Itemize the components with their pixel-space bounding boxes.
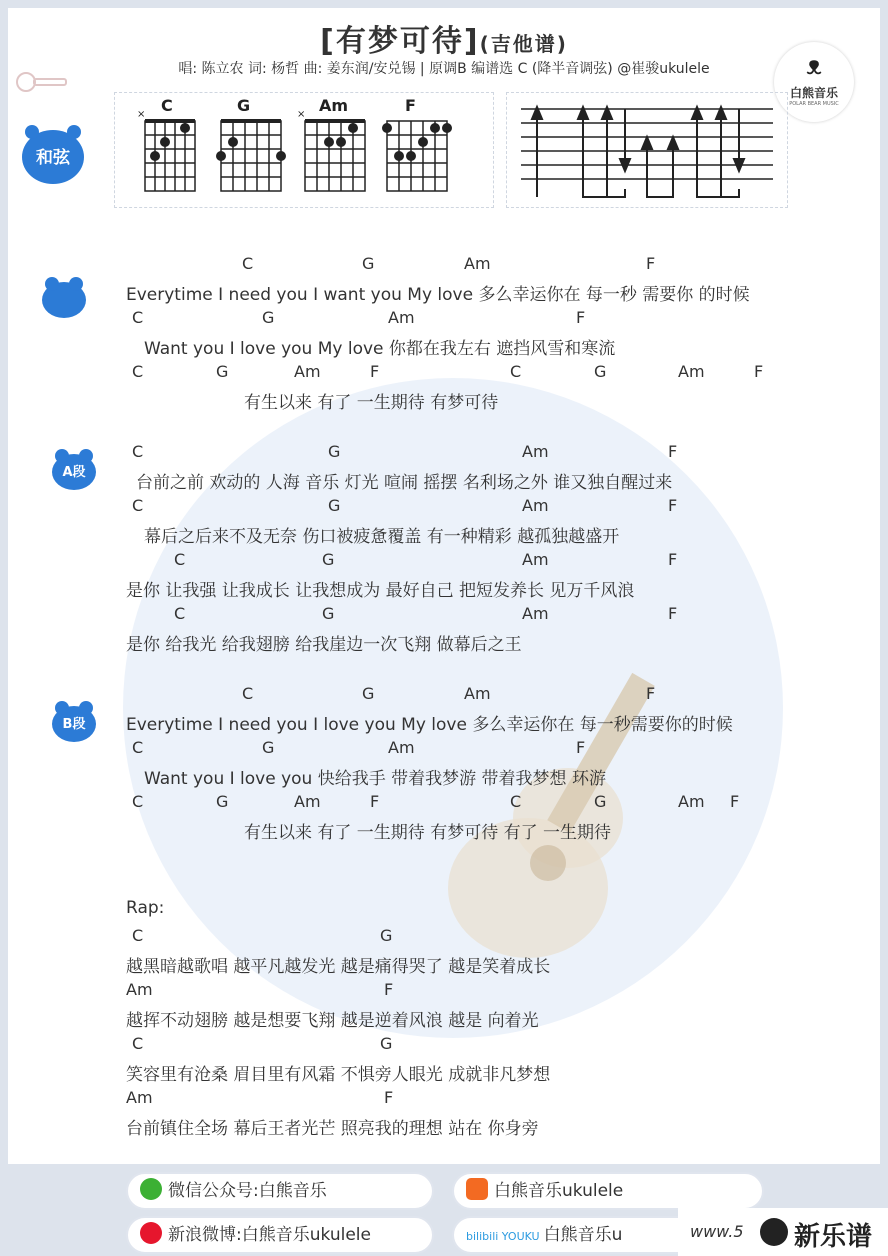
chord-label: F: [384, 980, 394, 999]
chord-label: C: [132, 496, 144, 515]
lyric-line: 台前之前 欢动的 人海 音乐 灯光 喧闹 摇摆 名利场之外 谁又独自醒过来: [136, 473, 673, 493]
chord-label: Am: [126, 1088, 153, 1107]
chord-label: C: [132, 1034, 144, 1053]
chord-label: Am: [388, 738, 415, 757]
chord-label: G: [216, 362, 229, 381]
chord-label: F: [576, 738, 586, 757]
footer-video[interactable]: bilibili YOUKU 白熊音乐u: [452, 1216, 768, 1254]
chord-label: Am: [678, 362, 705, 381]
lyric-line: 越黑暗越歌唱 越平凡越发光 越是痛得哭了 越是笑着成长: [126, 957, 551, 977]
lyric-line: 越挥不动翅膀 越是想要飞翔 越是逆着风浪 越是 向着光: [126, 1011, 539, 1031]
chord-label: C: [174, 604, 186, 623]
chord-label: F: [754, 362, 764, 381]
chord-label: G: [380, 1034, 393, 1053]
chord-label: G: [594, 362, 607, 381]
chord-label: G: [328, 496, 341, 515]
chord-label: G: [328, 442, 341, 461]
chord-label: Am: [522, 496, 549, 515]
lyric-line: Rap:: [126, 898, 165, 918]
chord-label: G: [362, 684, 375, 703]
weibo-icon: [140, 1222, 162, 1244]
chord-f-name: F: [405, 96, 416, 115]
badge-intro: [42, 282, 86, 318]
chord-am-diagram: [297, 96, 365, 191]
chord-label: G: [216, 792, 229, 811]
chord-label: F: [384, 1088, 394, 1107]
lyric-line: 有生以来 有了 一生期待 有梦可待: [244, 393, 499, 413]
strum-pattern: [507, 93, 787, 207]
footer-weibo[interactable]: 新浪微博:白熊音乐ukulele: [126, 1216, 434, 1254]
lyric-line: 笑容里有沧桑 眉目里有风霜 不惧旁人眼光 成就非凡梦想: [126, 1065, 551, 1085]
chord-label: Am: [522, 550, 549, 569]
chord-label: C: [132, 738, 144, 757]
record-disc-icon: [760, 1218, 788, 1246]
chord-label: F: [668, 496, 678, 515]
chord-g-name: G: [237, 96, 251, 115]
footer-wechat[interactable]: 微信公众号:白熊音乐: [126, 1172, 434, 1210]
chord-label: F: [668, 442, 678, 461]
chord-label: F: [668, 604, 678, 623]
badge-b: B段: [52, 706, 96, 742]
chord-am-name: Am: [319, 96, 349, 115]
lyric-line: Want you I love you 快给我手 带着我梦游 带着我梦想 环游: [144, 769, 606, 789]
chord-label: G: [380, 926, 393, 945]
chord-label: G: [594, 792, 607, 811]
chord-label: C: [174, 550, 186, 569]
svg-text:×: ×: [297, 109, 306, 120]
chord-diagrams-panel: [114, 92, 494, 208]
badge-a: A段: [52, 454, 96, 490]
chord-label: F: [370, 362, 380, 381]
chord-label: C: [510, 362, 522, 381]
chord-label: C: [132, 362, 144, 381]
lyric-line: 台前镇住全场 幕后王者光芒 照亮我的理想 站在 你身旁: [126, 1119, 539, 1139]
chord-label: Am: [294, 792, 321, 811]
lyric-line: Everytime I need you I want you My love 多么幸运你在 每一秒 需要你 的时候: [126, 285, 750, 305]
wechat-icon: [140, 1178, 162, 1200]
chord-label: G: [322, 604, 335, 623]
chord-label: C: [510, 792, 522, 811]
guitar-logo-icon: [14, 70, 74, 94]
lyric-line: 幕后之后来不及无奈 伤口被疲惫覆盖 有一种精彩 越孤独越盛开: [144, 527, 620, 547]
lyric-line: 是你 让我强 让我成长 让我想成为 最好自己 把短发养长 见万千风浪: [126, 581, 635, 601]
chord-label: G: [362, 254, 375, 273]
song-credits: 唱: 陈立农 词: 杨哲 曲: 姜东润/安兑锡 | 原调B 编谱选 C (降半音调弦) @崔骏ukulele: [178, 61, 710, 77]
chord-label: F: [370, 792, 380, 811]
taobao-icon: [466, 1178, 488, 1200]
chord-label: G: [262, 308, 275, 327]
chord-c-name: C: [161, 96, 173, 115]
chord-label: F: [730, 792, 740, 811]
chord-g-diagram: [216, 96, 286, 191]
site-watermark: www.5 新乐谱: [678, 1208, 888, 1256]
lyric-line: 有生以来 有了 一生期待 有梦可待 有了 一生期待: [244, 823, 612, 843]
chord-label: Am: [678, 792, 705, 811]
chord-f-diagram: [382, 96, 452, 191]
chord-label: F: [576, 308, 586, 327]
chord-label: F: [646, 254, 656, 273]
strum-pattern-panel: [506, 92, 788, 208]
chord-diagrams: [115, 93, 493, 207]
chord-label: C: [242, 684, 254, 703]
chord-label: C: [132, 308, 144, 327]
chord-label: C: [132, 792, 144, 811]
chord-label: C: [242, 254, 254, 273]
chord-label: Am: [388, 308, 415, 327]
chord-label: G: [262, 738, 275, 757]
song-title: [有梦可待](吉他谱): [320, 24, 568, 59]
lyric-line: 是你 给我光 给我翅膀 给我崖边一次飞翔 做幕后之王: [126, 635, 522, 655]
chord-label: Am: [464, 254, 491, 273]
polar-bear-logo: ᴥ 白熊音乐 POLAR BEAR MUSIC: [774, 42, 854, 122]
badge-chords: 和弦: [22, 130, 84, 184]
footer-taobao[interactable]: 白熊音乐ukulele: [452, 1172, 764, 1210]
chord-label: F: [668, 550, 678, 569]
chord-label: Am: [522, 442, 549, 461]
chord-label: Am: [126, 980, 153, 999]
lyric-line: Want you I love you My love 你都在我左右 遮挡风雪和寒流: [144, 339, 616, 359]
chord-label: Am: [294, 362, 321, 381]
chord-label: F: [646, 684, 656, 703]
chord-label: G: [322, 550, 335, 569]
chord-c-diagram: [137, 96, 195, 191]
chord-label: C: [132, 926, 144, 945]
chord-label: Am: [522, 604, 549, 623]
chord-label: Am: [464, 684, 491, 703]
bear-icon: ᴥ: [806, 51, 822, 81]
chord-label: C: [132, 442, 144, 461]
video-platform-icons: bilibili YOUKU: [466, 1230, 540, 1243]
svg-text:×: ×: [137, 109, 146, 120]
lyric-line: Everytime I need you I love you My love 多么幸运你在 每一秒需要你的时候: [126, 715, 733, 735]
